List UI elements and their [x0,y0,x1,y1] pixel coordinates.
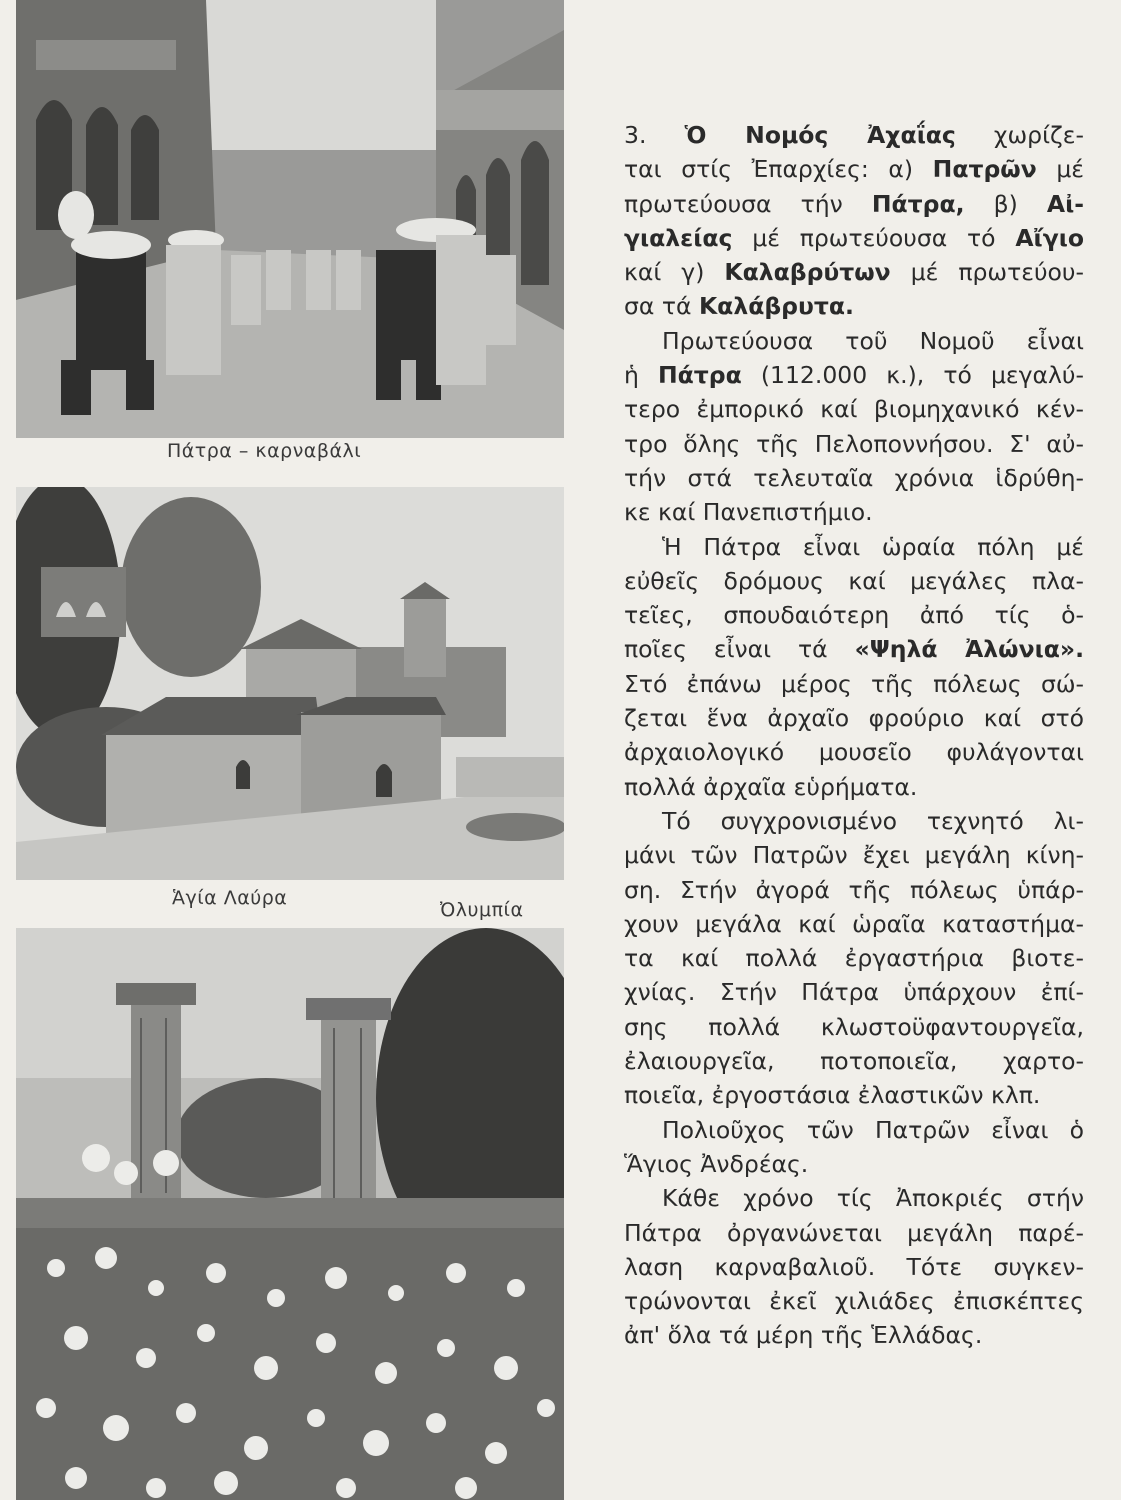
text-run: τήν στά τελευταῖα χρόνια ἱδρύθη- [624,463,1084,492]
text-run: ἀρχαιολογικό μουσεῖο φυλάγονται [624,738,1084,767]
bold-text: Αἴγιο [1015,223,1084,252]
text-run: τερο ἐμπορικό καί βιομηχανικό κέν- [624,395,1084,424]
text-line [624,324,1084,358]
text-run: χνίας. Στήν Πάτρα ὑπάρχουν ἐπί- [624,978,1084,1007]
text-line [624,1318,1084,1352]
text-line [624,1284,1084,1318]
text-line [624,632,1084,666]
text-line [624,907,1084,941]
text-run: τρώνονται ἐκεῖ χιλιάδες ἐπισκέπτες [624,1287,1084,1316]
text-line [624,1147,1084,1181]
text-run: ση. Στήν ἀγορά τῆς πόλεως ὑπάρ- [624,875,1084,904]
bold-text: Πατρῶν [932,155,1037,184]
text-run: Πολιοῦχος τῶν Πατρῶν εἶναι ὁ [662,1115,1084,1144]
text-run: β) [964,189,1047,218]
text-run: τρο ὅλης τῆς Πελοποννήσου. Σ' αὐ- [624,429,1084,458]
text-line [624,838,1084,872]
text-run: μέ πρωτεύου- [890,258,1084,287]
text-line [624,1078,1084,1112]
text-line [624,1181,1084,1215]
text-run: χουν μεγάλα καί ὡραῖα καταστήμα- [624,909,1084,938]
text-line [624,255,1084,289]
text-run: εὐθεῖς δρόμους καί μεγάλες πλα- [624,566,1084,595]
text-line [624,461,1084,495]
text-run: λαση καρναβαλιοῦ. Τότε συγκεν- [624,1252,1084,1281]
agia-lavra-photo [16,487,564,880]
text-line [624,427,1084,461]
bold-text: Ὁ Νομός Ἀχαΐας [684,121,956,149]
text-run: Πάτρα ὀργανώνεται μεγάλη παρέ- [624,1218,1084,1247]
text-run: σα τά [624,292,699,321]
text-run: (112.000 κ.), τό μεγαλύ- [741,361,1084,390]
text-run: Τό συγχρονισμένο τεχνητό λι- [662,806,1084,835]
text-run: σης πολλά κλωστοϋφαντουργεῖα, [624,1012,1084,1041]
text-line [624,187,1084,221]
bold-text: Καλάβρυτα. [698,292,854,321]
text-line [624,1113,1084,1147]
text-line [624,530,1084,564]
text-run: 3. [624,121,685,149]
agia-lavra-caption: Ἁγία Λαύρα [172,887,288,909]
text-line [624,118,1084,152]
text-line [624,495,1084,529]
bold-text: Πάτρα [657,361,742,390]
article-text [624,118,1084,1353]
bold-text: Αἰ- [1046,189,1084,218]
text-line [624,358,1084,392]
text-line [624,941,1084,975]
text-line [624,667,1084,701]
text-line [624,804,1084,838]
text-run: ἡ [624,361,658,390]
text-run: ται στίς Ἐπαρχίες: α) [624,155,933,184]
text-run: ἀπ' ὅλα τά μέρη τῆς Ἑλλάδας. [624,1321,983,1350]
carnival-caption: Πάτρα – καρναβάλι [167,440,362,462]
text-run: μέ [1036,155,1084,184]
text-run: καί γ) [624,258,725,287]
text-run: ποῖες εἶναι τά [624,635,855,664]
bold-text: Καλαβρύτων [724,258,891,287]
bold-text: Πάτρα, [871,189,965,218]
bold-text: «Ψηλά Ἀλώνια». [854,635,1084,664]
text-run: Στό ἐπάνω μέρος τῆς πόλεως σώ- [624,669,1084,698]
text-run: τα καί πολλά ἐργαστήρια βιοτε- [624,944,1084,973]
text-run: πρωτεύουσα τήν [624,189,872,218]
text-line [624,1216,1084,1250]
text-run: ἐλαιουργεῖα, ποτοποιεῖα, χαρτο- [624,1047,1084,1076]
text-line [624,1044,1084,1078]
text-line [624,564,1084,598]
carnival-photo [16,0,564,438]
text-run: κε καί Πανεπιστήμιο. [624,498,873,527]
text-line [624,221,1084,255]
text-run: μέ πρωτεύουσα τό [732,223,1016,252]
bold-text: γιαλείας [624,223,733,252]
text-line [624,1250,1084,1284]
text-run: Ἡ Πάτρα εἶναι ὡραία πόλη μέ [662,532,1084,561]
text-line [624,1010,1084,1044]
text-run: ζεται ἕνα ἀρχαῖο φρούριο καί στό [624,704,1084,733]
text-line [624,392,1084,426]
text-line [624,735,1084,769]
olympia-photo [16,928,564,1500]
text-run: Κάθε χρόνο τίς Ἀποκριές στήν [662,1184,1084,1213]
text-run: ποιεῖα, ἐργοστάσια ἐλαστικῶν κλπ. [624,1081,1041,1110]
text-run: χωρίζε- [955,121,1084,149]
text-line [624,975,1084,1009]
text-line [624,873,1084,907]
text-line [624,701,1084,735]
text-line [624,152,1084,186]
text-run: Πρωτεύουσα τοῦ Νομοῦ εἶναι [662,326,1084,355]
text-run: μάνι τῶν Πατρῶν ἔχει μεγάλη κίνη- [624,841,1084,870]
text-line [624,598,1084,632]
text-run: τεῖες, σπουδαιότερη ἀπό τίς ὁ- [624,601,1084,630]
olympia-caption: Ὀλυμπία [440,899,524,921]
text-run: Ἅγιος Ἀνδρέας. [624,1149,809,1178]
text-line [624,289,1084,323]
text-line [624,770,1084,804]
text-run: πολλά ἀρχαῖα εὑρήματα. [624,772,918,801]
